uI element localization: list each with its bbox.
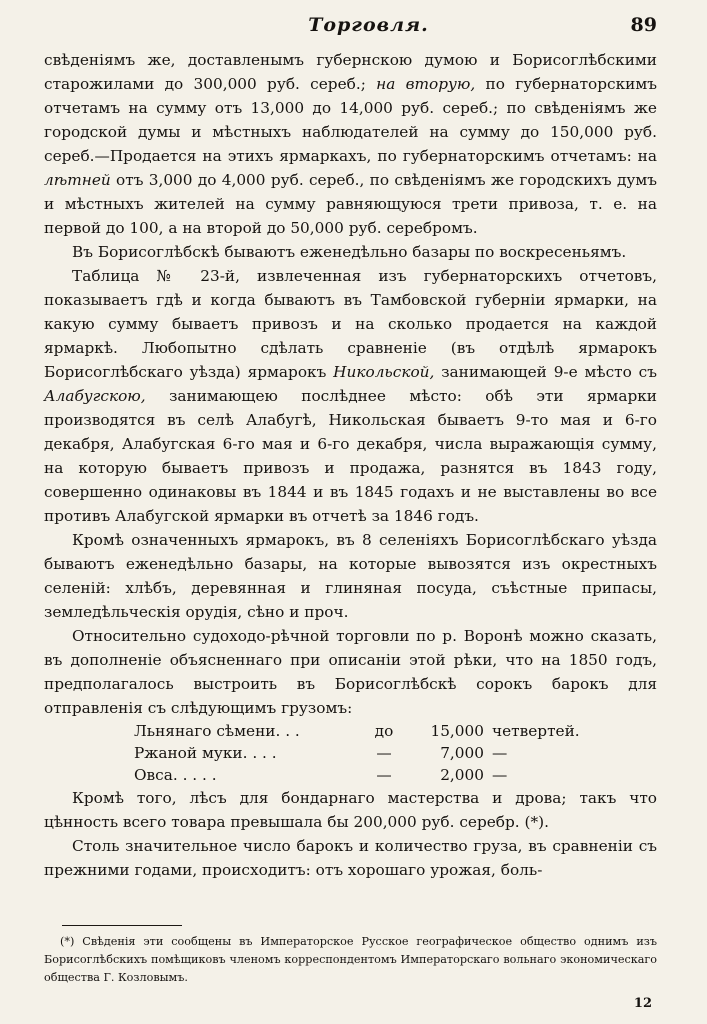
paragraph-3 [44,264,657,528]
cargo-row [134,720,580,742]
cargo-row [134,764,580,786]
cargo-item: Льнянаго сѣмени. . . [134,722,300,740]
printer-signature: 12 [633,996,652,1011]
cargo-row [134,742,580,764]
p1-text-a: свѣденіямъ же, доставленымъ губернскою думою и Борисоглѣбскими старожилами до 300,000 руб. сереб.; [44,51,657,93]
paragraph-4: Кромѣ означенныхъ ярмарокъ, въ 8 селеніяхъ Борисоглѣбскаго уѣзда бываютъ еженедѣльно базары, на которые вывозятся изъ окрестныхъ селеній: хлѣбъ, деревянная и глиняная посуда, съѣстные припасы, земледѣльческія орудія, сѣно и проч. [44,531,657,621]
paragraph-1 [44,48,657,240]
p1-emphasis-1: на вторую, [376,75,476,93]
running-title: Торговля. [308,14,429,36]
cargo-marker: — [376,744,392,762]
footnote [44,933,657,987]
main-text [44,48,657,882]
page-number: 89 [630,14,657,36]
cargo-marker: — [376,766,392,784]
p1-text-c: отъ 3,000 до 4,000 руб. сереб., по свѣденіямъ же городскихъ думъ и мѣстныхъ жителей на сумму равняющуюся трети привоза, т. е. на первой до 100, а на второй до 50,000 руб. серебромъ. [44,171,657,237]
paragraph-7: Столь значительное число барокъ и количество груза, въ сравненіи съ прежними годами, происходитъ: отъ хорошаго урожая, боль- [44,837,657,879]
cargo-unit: — [492,766,508,784]
paragraph-5: Относительно судоходо-рѣчной торговли по р. Воронѣ можно сказать, въ дополненіе объясненнаго при описаніи этой рѣки, что на 1850 годъ, предполагалось выстроить въ Борисоглѣбскѣ сорокъ барокъ для отправленія съ слѣдующимъ грузомъ: [44,627,657,717]
cargo-quantity: 7,000 [440,744,484,762]
cargo-item: Овса. . . . . [134,766,217,784]
footnote-rule [62,925,182,926]
cargo-unit: четвертей. [492,722,580,740]
paragraph-2: Въ Борисоглѣбскѣ бываютъ еженедѣльно базары по воскресеньямъ. [72,243,627,261]
cargo-quantity: 2,000 [440,766,484,784]
cargo-marker: до [374,722,394,740]
p3-emphasis-1: Никольской, [333,363,435,381]
p3-text-a: Таблица № 23-й, извлеченная изъ губернаторскихъ отчетовъ, показываетъ гдѣ и когда бываютъ въ Тамбовской губерніи ярмарки, на какую сумму бываетъ привозъ и на сколько продается на каждой ярмаркѣ. Любопытно сдѣлать сравненіе (въ отдѣлѣ ярмарокъ Борисоглѣбскаго уѣзда) ярмарокъ [44,267,657,381]
p3-text-c: занимающею послѣднее мѣсто: обѣ эти ярмарки производятся въ селѣ Алабугѣ, Никольская бываетъ 9-то мая и 6-го декабря, Алабугская 6-го мая и 6-го декабря, числа выражающія сумму, на которую бываетъ привозъ и продажа, разнятся въ 1843 году, совершенно одинаковы въ 1844 и въ 1845 годахъ и не выставлены во все противъ Алабугской ярмарки въ отчетѣ за 1846 годъ. [44,387,657,525]
p3-text-b: занимающей 9-е мѣсто съ [441,363,657,381]
cargo-table [134,720,580,786]
cargo-quantity: 15,000 [430,722,484,740]
p3-emphasis-2: Алабугскою, [44,387,146,405]
p1-emphasis-2: лѣтней [44,171,111,189]
footnote-text: (*) Свѣденія эти сообщены въ Императорское Русское географическое общество однимъ изъ Борисоглѣбскихъ помѣщиковъ членомъ корреспондентомъ Императорскаго вольнаго экономическаго общества Г. Козловымъ. [44,935,657,984]
paragraph-6: Кромѣ того, лѣсъ для бондарнаго мастерства и дрова; такъ что цѣнность всего товара превышала бы 200,000 руб. серебр. (*). [44,789,657,831]
cargo-unit: — [492,744,508,762]
p1-text-b: по губернаторскимъ отчетамъ на сумму отъ 13,000 до 14,000 руб. сереб.; по свѣденіямъ же городской думы и мѣстныхъ наблюдателей на сумму до 150,000 руб. сереб.—Продается на этихъ ярмаркахъ, по губернаторскимъ отчетамъ: на [44,75,657,165]
cargo-item: Ржаной муки. . . . [134,744,277,762]
page-header [70,14,667,46]
